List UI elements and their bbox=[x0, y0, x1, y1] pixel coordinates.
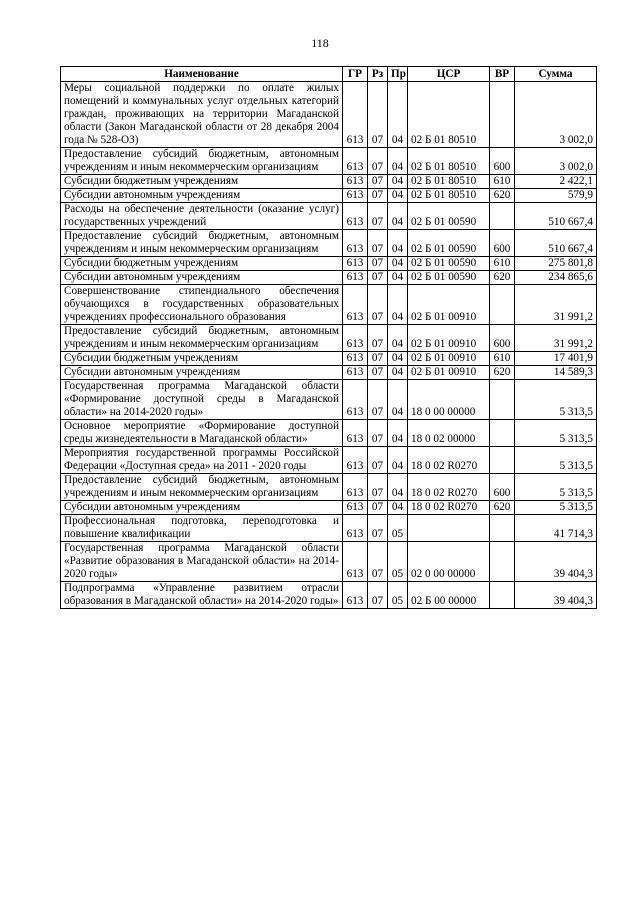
cell-name: Профессиональная подготовка, переподготовка и повышение квалификации bbox=[61, 515, 343, 542]
cell-vr bbox=[490, 582, 515, 609]
cell-vr bbox=[490, 420, 515, 447]
cell-name: Субсидии бюджетным учреждениям bbox=[61, 175, 343, 189]
cell-rz: 07 bbox=[368, 515, 388, 542]
table-header-row bbox=[61, 67, 597, 82]
cell-sum: 31 991,2 bbox=[515, 285, 597, 325]
cell-vr: 620 bbox=[490, 366, 515, 380]
cell-gr: 613 bbox=[343, 203, 368, 230]
cell-name: Субсидии бюджетным учреждениям bbox=[61, 257, 343, 271]
cell-vr: 610 bbox=[490, 175, 515, 189]
cell-gr: 613 bbox=[343, 352, 368, 366]
cell-pr: 04 bbox=[388, 82, 408, 148]
header-pr: Пр bbox=[388, 67, 408, 82]
cell-vr bbox=[490, 203, 515, 230]
cell-gr: 613 bbox=[343, 474, 368, 501]
cell-csr: 02 Б 01 00590 bbox=[408, 271, 490, 285]
table-body bbox=[61, 82, 597, 609]
cell-sum: 5 313,5 bbox=[515, 447, 597, 474]
cell-rz: 07 bbox=[368, 325, 388, 352]
table-row bbox=[61, 325, 597, 352]
cell-pr: 04 bbox=[388, 420, 408, 447]
table-row bbox=[61, 230, 597, 257]
cell-sum: 31 991,2 bbox=[515, 325, 597, 352]
cell-vr: 600 bbox=[490, 148, 515, 175]
cell-pr: 04 bbox=[388, 285, 408, 325]
cell-csr: 02 Б 01 80510 bbox=[408, 175, 490, 189]
cell-name: Предоставление субсидий бюджетным, автономным учреждениям и иным некоммерческим организациям bbox=[61, 474, 343, 501]
cell-pr: 04 bbox=[388, 352, 408, 366]
cell-rz: 07 bbox=[368, 230, 388, 257]
cell-csr: 02 Б 01 00910 bbox=[408, 285, 490, 325]
table-row bbox=[61, 582, 597, 609]
cell-rz: 07 bbox=[368, 285, 388, 325]
cell-pr: 05 bbox=[388, 515, 408, 542]
cell-vr: 610 bbox=[490, 352, 515, 366]
cell-gr: 613 bbox=[343, 515, 368, 542]
table-row bbox=[61, 420, 597, 447]
cell-vr: 620 bbox=[490, 189, 515, 203]
table-row bbox=[61, 447, 597, 474]
cell-name: Государственная программа Магаданской области «Развитие образования в Магаданской области» на 2014-2020 годы» bbox=[61, 542, 343, 582]
cell-rz: 07 bbox=[368, 271, 388, 285]
cell-rz: 07 bbox=[368, 582, 388, 609]
table-row bbox=[61, 203, 597, 230]
table-row bbox=[61, 257, 597, 271]
table-row bbox=[61, 175, 597, 189]
cell-gr: 613 bbox=[343, 230, 368, 257]
header-vr: ВР bbox=[490, 67, 515, 82]
cell-pr: 04 bbox=[388, 474, 408, 501]
cell-pr: 04 bbox=[388, 325, 408, 352]
cell-sum: 3 002,0 bbox=[515, 148, 597, 175]
cell-pr: 04 bbox=[388, 203, 408, 230]
cell-name: Мероприятия государственной программы Российской Федерации «Доступная среда» на 2011 - 2020 годы bbox=[61, 447, 343, 474]
cell-sum: 17 401,9 bbox=[515, 352, 597, 366]
cell-name: Предоставление субсидий бюджетным, автономным учреждениям и иным некоммерческим организациям bbox=[61, 148, 343, 175]
cell-csr: 18 0 02 R0270 bbox=[408, 501, 490, 515]
cell-gr: 613 bbox=[343, 542, 368, 582]
table-row bbox=[61, 366, 597, 380]
cell-gr: 613 bbox=[343, 447, 368, 474]
cell-pr: 04 bbox=[388, 501, 408, 515]
cell-gr: 613 bbox=[343, 380, 368, 420]
cell-csr: 02 Б 00 00000 bbox=[408, 582, 490, 609]
table-row bbox=[61, 189, 597, 203]
cell-sum: 39 404,3 bbox=[515, 542, 597, 582]
table-row bbox=[61, 380, 597, 420]
cell-csr: 18 0 02 R0270 bbox=[408, 447, 490, 474]
cell-csr: 02 Б 01 00590 bbox=[408, 230, 490, 257]
header-gr: ГР bbox=[343, 67, 368, 82]
table-row bbox=[61, 82, 597, 148]
cell-pr: 04 bbox=[388, 380, 408, 420]
cell-csr: 02 Б 01 00910 bbox=[408, 366, 490, 380]
cell-gr: 613 bbox=[343, 271, 368, 285]
table-row bbox=[61, 474, 597, 501]
cell-rz: 07 bbox=[368, 352, 388, 366]
cell-gr: 613 bbox=[343, 82, 368, 148]
cell-gr: 613 bbox=[343, 189, 368, 203]
table-row bbox=[61, 352, 597, 366]
header-sum: Сумма bbox=[515, 67, 597, 82]
cell-sum: 275 801,8 bbox=[515, 257, 597, 271]
table-row bbox=[61, 148, 597, 175]
header-name: Наименование bbox=[61, 67, 343, 82]
table-row bbox=[61, 501, 597, 515]
cell-csr: 02 0 00 00000 bbox=[408, 542, 490, 582]
table-row bbox=[61, 542, 597, 582]
cell-csr: 18 0 00 00000 bbox=[408, 380, 490, 420]
table-row bbox=[61, 515, 597, 542]
cell-vr bbox=[490, 515, 515, 542]
cell-sum: 579,9 bbox=[515, 189, 597, 203]
cell-gr: 613 bbox=[343, 501, 368, 515]
table-row bbox=[61, 271, 597, 285]
cell-name: Предоставление субсидий бюджетным, автономным учреждениям и иным некоммерческим организациям bbox=[61, 325, 343, 352]
cell-gr: 613 bbox=[343, 285, 368, 325]
cell-csr: 02 Б 01 00590 bbox=[408, 257, 490, 271]
cell-name: Подпрограмма «Управление развитием отрасли образования в Магаданской области» на 2014-2020 годы» bbox=[61, 582, 343, 609]
cell-rz: 07 bbox=[368, 447, 388, 474]
cell-rz: 07 bbox=[368, 542, 388, 582]
cell-vr: 620 bbox=[490, 271, 515, 285]
cell-vr bbox=[490, 380, 515, 420]
cell-pr: 04 bbox=[388, 175, 408, 189]
cell-pr: 05 bbox=[388, 542, 408, 582]
cell-csr: 02 Б 01 80510 bbox=[408, 148, 490, 175]
cell-csr: 02 Б 01 00590 bbox=[408, 203, 490, 230]
cell-name: Предоставление субсидий бюджетным, автономным учреждениям и иным некоммерческим организациям bbox=[61, 230, 343, 257]
cell-sum: 510 667,4 bbox=[515, 203, 597, 230]
cell-csr: 02 Б 01 00910 bbox=[408, 352, 490, 366]
cell-name: Субсидии автономным учреждениям bbox=[61, 366, 343, 380]
cell-sum: 3 002,0 bbox=[515, 82, 597, 148]
cell-rz: 07 bbox=[368, 366, 388, 380]
cell-vr bbox=[490, 447, 515, 474]
cell-sum: 14 589,3 bbox=[515, 366, 597, 380]
cell-sum: 2 422,1 bbox=[515, 175, 597, 189]
cell-sum: 234 865,6 bbox=[515, 271, 597, 285]
cell-pr: 05 bbox=[388, 582, 408, 609]
cell-rz: 07 bbox=[368, 501, 388, 515]
cell-gr: 613 bbox=[343, 582, 368, 609]
cell-rz: 07 bbox=[368, 175, 388, 189]
cell-name: Субсидии автономным учреждениям bbox=[61, 271, 343, 285]
cell-pr: 04 bbox=[388, 447, 408, 474]
cell-pr: 04 bbox=[388, 148, 408, 175]
cell-csr: 02 Б 01 80510 bbox=[408, 82, 490, 148]
cell-csr bbox=[408, 515, 490, 542]
cell-name: Основное мероприятие «Формирование доступной среды жизнедеятельности в Магаданской области» bbox=[61, 420, 343, 447]
cell-gr: 613 bbox=[343, 366, 368, 380]
cell-sum: 5 313,5 bbox=[515, 380, 597, 420]
cell-csr: 02 Б 01 00910 bbox=[408, 325, 490, 352]
cell-sum: 39 404,3 bbox=[515, 582, 597, 609]
cell-sum: 5 313,5 bbox=[515, 474, 597, 501]
cell-sum: 5 313,5 bbox=[515, 501, 597, 515]
cell-rz: 07 bbox=[368, 203, 388, 230]
cell-sum: 510 667,4 bbox=[515, 230, 597, 257]
cell-gr: 613 bbox=[343, 257, 368, 271]
cell-gr: 613 bbox=[343, 148, 368, 175]
cell-vr: 600 bbox=[490, 325, 515, 352]
cell-csr: 18 0 02 00000 bbox=[408, 420, 490, 447]
cell-rz: 07 bbox=[368, 148, 388, 175]
header-csr: ЦСР bbox=[408, 67, 490, 82]
cell-csr: 18 0 02 R0270 bbox=[408, 474, 490, 501]
cell-name: Субсидии автономным учреждениям bbox=[61, 189, 343, 203]
cell-vr: 620 bbox=[490, 501, 515, 515]
cell-pr: 04 bbox=[388, 189, 408, 203]
cell-rz: 07 bbox=[368, 82, 388, 148]
cell-name: Меры социальной поддержки по оплате жилых помещений и коммунальных услуг отдельных категорий граждан, проживающих на территории Магаданской области (Закон Магаданской области от 28 декабря 2004 года № 528-ОЗ) bbox=[61, 82, 343, 148]
cell-name: Расходы на обеспечение деятельности (оказание услуг) государственных учреждений bbox=[61, 203, 343, 230]
cell-rz: 07 bbox=[368, 257, 388, 271]
cell-vr bbox=[490, 542, 515, 582]
page-number: 118 bbox=[311, 36, 329, 50]
cell-pr: 04 bbox=[388, 366, 408, 380]
cell-csr: 02 Б 01 80510 bbox=[408, 189, 490, 203]
cell-pr: 04 bbox=[388, 230, 408, 257]
cell-name: Совершенствование стипендиального обеспечения обучающихся в государственных образовательных учреждениях профессионального образования bbox=[61, 285, 343, 325]
cell-gr: 613 bbox=[343, 175, 368, 189]
cell-vr: 600 bbox=[490, 230, 515, 257]
cell-vr: 600 bbox=[490, 474, 515, 501]
cell-vr bbox=[490, 82, 515, 148]
cell-rz: 07 bbox=[368, 474, 388, 501]
header-rz: Рз bbox=[368, 67, 388, 82]
cell-vr: 610 bbox=[490, 257, 515, 271]
table-row bbox=[61, 285, 597, 325]
cell-rz: 07 bbox=[368, 420, 388, 447]
cell-rz: 07 bbox=[368, 380, 388, 420]
cell-vr bbox=[490, 285, 515, 325]
cell-rz: 07 bbox=[368, 189, 388, 203]
cell-gr: 613 bbox=[343, 325, 368, 352]
cell-gr: 613 bbox=[343, 420, 368, 447]
budget-table bbox=[60, 66, 597, 609]
cell-sum: 41 714,3 bbox=[515, 515, 597, 542]
cell-pr: 04 bbox=[388, 257, 408, 271]
cell-pr: 04 bbox=[388, 271, 408, 285]
cell-sum: 5 313,5 bbox=[515, 420, 597, 447]
cell-name: Государственная программа Магаданской области «Формирование доступной среды в Магаданской области» на 2014-2020 годы» bbox=[61, 380, 343, 420]
cell-name: Субсидии автономным учреждениям bbox=[61, 501, 343, 515]
cell-name: Субсидии бюджетным учреждениям bbox=[61, 352, 343, 366]
